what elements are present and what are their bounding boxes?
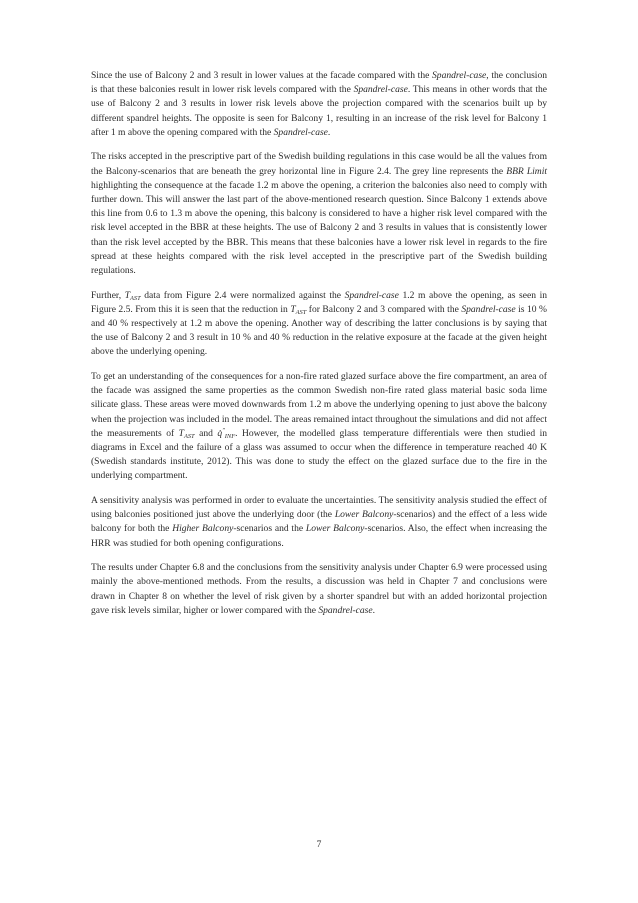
text-run: 1.2 m above the opening, as seen in Figure 2.5. From this it is seen that the reduction in [91,289,548,315]
text-run: highlighting the consequence at the facade 1.2 m above the opening, a criterion the balconies also need to comply with further down. This will answer the last part of the above-mentioned research question. Since Balcony 1 extends above this line from 0.6 to 1.3 m above the opening, this balcony is considered to have a higher risk level compared with the risk level accepted in the BBR at these heights. The use of Balcony 2 and 3 results in values that is consistently lower than the risk level accepted by the BBR. This means that these balconies have a lower risk level in regards to the fire spread at these heights compared with the risk level accepted in the prescriptive part of the Swedish building regulations. [91,179,547,277]
text-run: and [194,427,218,439]
math-symbol: $T_{AST}$ [290,303,307,316]
text-run: Further, [91,289,125,301]
text-run: -scenarios. Also, the effect when increasing the HRR was studied for both opening configurations. [91,523,547,549]
text-run: data from Figure 2.4 were normalized against the [140,289,345,301]
math-symbol: $T_{AST}$ [124,289,141,302]
text-run: To get an understanding of the consequences for a non-fire rated glazed surface above the fire compartment, an area of the facade was assigned the same properties as the common Swedish non-fire rated glass material basic soda lime silicate glass. These areas were moved downwards from 1.2 m above the underlying opening to just above the balcony when the projection was included in the model. The areas remained intact throughout the simulations and did not affect the measurements of [91,371,547,439]
italic-term: Lower Balcony [305,523,365,535]
italic-term: Spandrel-case [273,126,328,138]
text-run: The risks accepted in the prescriptive part of the Swedish building regulations in this case would be all the values from the Balcony-scenarios that are beneath the grey horizontal line in Figure 2.4. The grey line represents the [91,151,547,177]
paragraph [91,150,547,278]
body-text [91,69,547,628]
italic-term: Spandrel-case [432,70,487,81]
italic-term: Higher Balcony [172,523,234,535]
italic-term: Spandrel-case [318,604,373,616]
text-run: The results under Chapter 6.8 and the conclusions from the sensitivity analysis under Chapter 6.9 were processed using mainly the above-mentioned methods. From the results, a discussion was held in Chapter 7 and conclusions were drawn in Chapter 8 on whether the level of risk given by a shorter spandrel but with an added horizontal projection gave risk levels similar, higher or lower compared with the [91,562,547,616]
paragraph [91,289,547,360]
text-run: is 10 % and 40 % respectively at 1.2 m above the opening. Another way of describing the latter conclusions is by saying that the use of Balcony 2 and 3 result in 10 % and 40 % reduction in the relative exposure at the facade at the given height above the underlying opening. [91,303,547,358]
math-symbol: $T_{AST}$ [178,427,195,440]
math-symbol: $q̇''_{INF}$ [217,426,236,440]
text-run: A sensitivity analysis was performed in order to evaluate the uncertainties. The sensitivity analysis studied the effect of using balconies positioned just above the underlying door (the [91,495,547,521]
italic-term: BBR Limit [506,165,547,177]
paragraph [91,370,547,484]
paragraph [91,69,547,140]
text-run: -scenarios) and the effect of a less wide balcony for both the [91,509,547,535]
page-number: 7 [316,840,322,850]
paragraph [91,494,547,551]
text-run: for Balcony 2 and 3 compared with the [306,303,462,315]
text-run: Since the use of Balcony 2 and 3 result in lower values at the facade compared with the [91,70,433,81]
text-run: -scenarios and the [233,523,306,535]
text-run: . [372,604,376,616]
text-run: . This means in other words that the use of Balcony 2 and 3 results in lower risk levels above the projection compared with the scenarios built up by different spandrel heights. The opposite is seen for Balcony 1, resulting in an increase of the risk level for Balcony 1 after 1 m above the opening compared with the [91,84,547,138]
text-run: . [327,126,331,138]
italic-term: Lower Balcony [334,509,394,521]
italic-term: Spandrel-case [353,84,408,96]
italic-term: Spandrel-case [344,289,399,301]
paragraph [91,561,547,618]
italic-term: Spandrel-case [461,303,516,315]
text-run: , the conclusion is that these balconies result in lower risk levels compared with the [91,70,548,96]
text-run: . However, the modelled glass temperature differentials were then studied in diagrams in Excel and the failure of a glass was assumed to occur when the difference in temperature reached 40 K (Swedish standards institute, 2012). This was done to study the effect on the glazed surface due to the fire in the underlying compartment. [91,427,547,482]
